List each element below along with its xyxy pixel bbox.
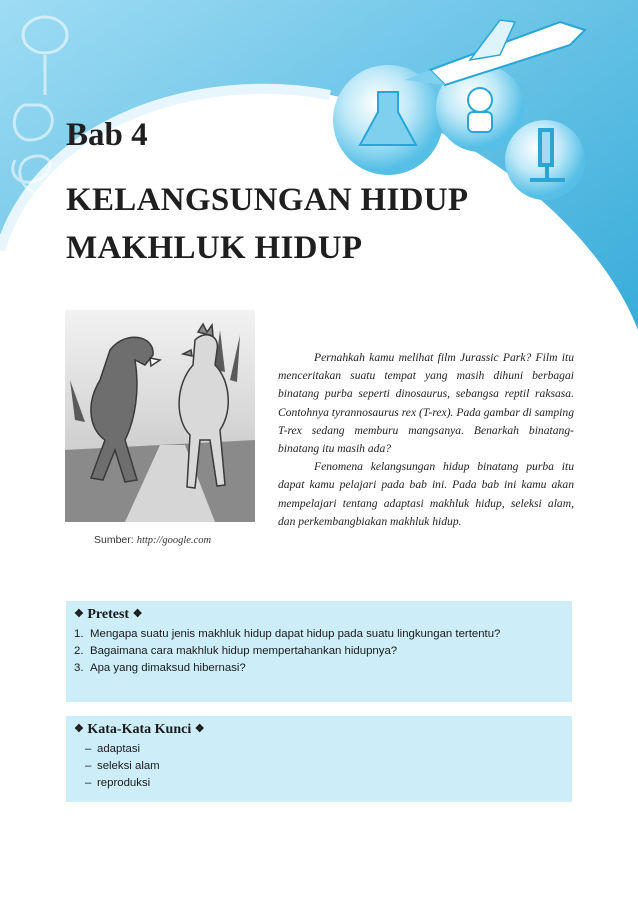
pretest-question [74,643,564,660]
question-text: Mengapa suatu jenis makhluk hidup dapat hidup pada suatu lingkungan tertentu? [90,628,501,640]
dash-icon: – [85,760,92,772]
intro-paragraph-2: Fenomena kelangsungan hidup binatang purba itu dapat kamu pelajari pada bab ini. Pada bab ini kamu akan mempelajari tentang adaptasi makhluk hidup, seleksi alam, dan perkembangbiakan makhluk hidup. [278,460,574,528]
diamond-icon: ❖ [194,723,205,735]
intro-text [278,349,574,531]
question-number: 3. [74,662,84,674]
question-text: Apa yang dimaksud hibernasi? [90,662,246,674]
trex-chasing-rooster-image [65,310,255,522]
keywords-box [66,716,572,802]
chapter-title-line-1: KELANGSUNGAN HIDUP [66,182,469,218]
keyword-item [74,775,564,792]
chapter-title-line-2: MAKHLUK HIDUP [66,230,363,266]
pretest-question-list [74,626,564,677]
question-number: 2. [74,645,84,657]
dash-icon: – [85,743,92,755]
caption-source: http://google.com [136,535,212,546]
diamond-icon: ❖ [74,608,84,620]
pretest-question [74,660,564,677]
diamond-icon: ❖ [132,608,143,620]
figure-caption [94,534,211,546]
pretest-title: Pretest [87,607,130,622]
question-text: Bagaimana cara makhluk hidup mempertahankan hidupnya? [90,645,398,657]
keyword-text: reproduksi [97,777,151,789]
pretest-question [74,626,564,643]
keyword-text: adaptasi [97,743,141,755]
dash-icon: – [85,777,92,789]
chapter-title [66,176,566,272]
pretest-heading [74,607,564,623]
keywords-title: Kata-Kata Kunci [87,722,192,737]
question-number: 1. [74,628,84,640]
keywords-list [74,741,564,792]
keyword-item [74,758,564,775]
keyword-item [74,741,564,758]
intro-paragraph-1: Pernahkah kamu melihat film Jurassic Park? Film itu menceritakan suatu tempat yang masih dihuni berbagai binatang purba seperti dinosaurus, sebangsa reptil raksasa. Contohnya tyrannosaurus rex (T-rex). Pada gambar di samping T-rex sedang memburu mangsanya. Benarkah binatang-binatang itu masih ada? [278,351,574,456]
pretest-box [66,601,572,702]
diamond-icon: ❖ [74,723,84,735]
keyword-text: seleksi alam [97,760,160,772]
caption-label: Sumber: [94,534,134,546]
keywords-heading [74,722,564,738]
chapter-label: Bab 4 [66,117,148,153]
